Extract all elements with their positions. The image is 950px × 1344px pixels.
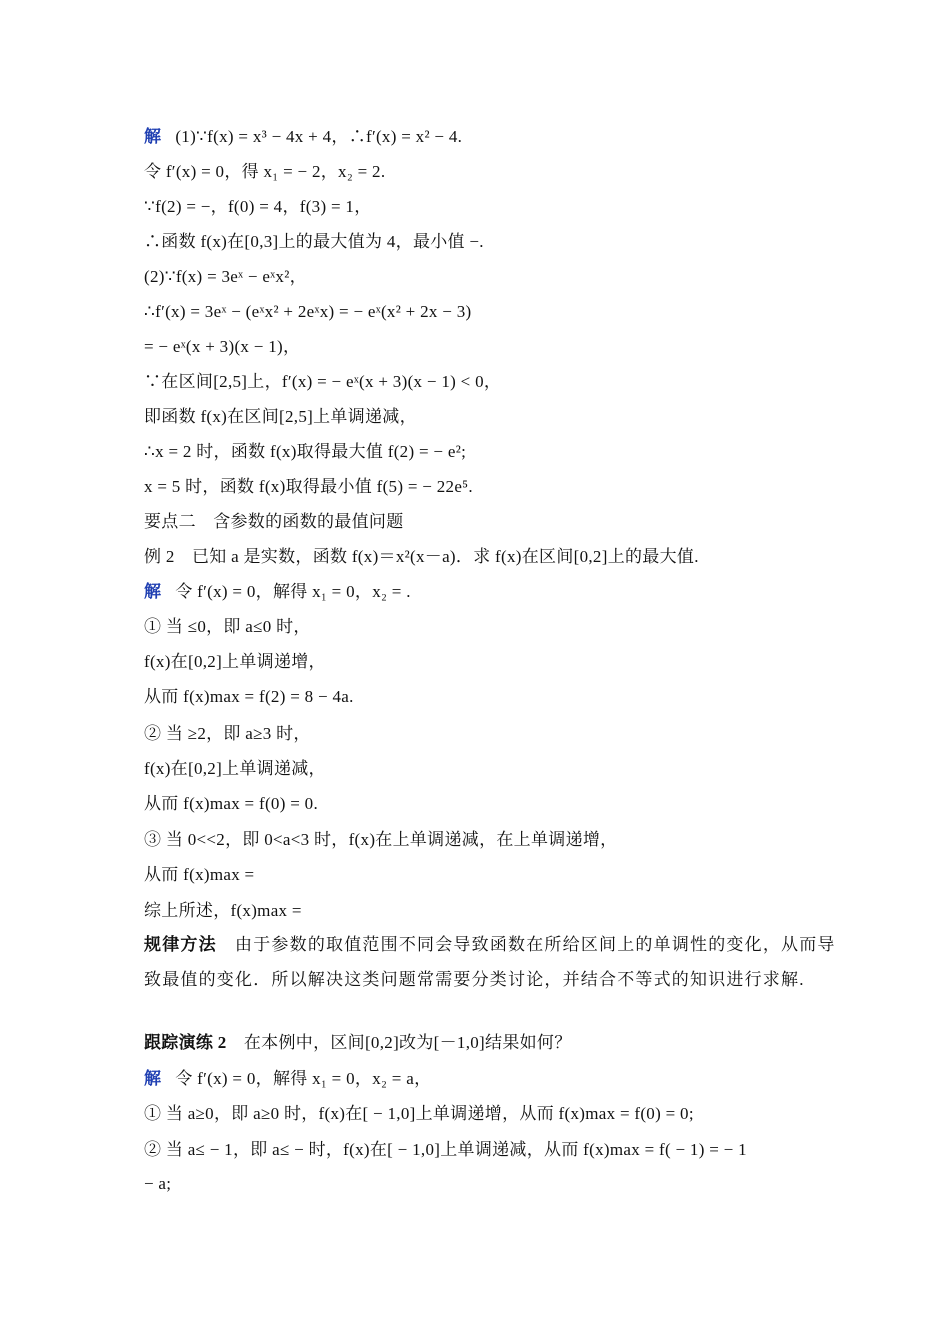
solution-label: 解 (144, 127, 162, 146)
text-line: ∵在区间[2,5]上，f′(x) = − eˣ(x + 3)(x − 1) < 0， (144, 372, 502, 391)
text-line: 从而 f(x)max = f(0) = 0. (144, 794, 319, 813)
text-line: x = 5 时，函数 f(x)取得最小值 f(5) = − 22e⁵. (144, 477, 473, 496)
text-line: ∵f(2) = −，f(0) = 4，f(3) = 1， (144, 197, 372, 216)
text-line (144, 119, 840, 154)
line-text: 令 f′(x) = 0，解得 x₁ = 0，x₂ = . (175, 582, 411, 601)
text-line: ③ 当 0<<2，即 0<a<3 时，f(x)在上单调递减，在上单调递增， (144, 830, 618, 849)
practice-text: 在本例中，区间[0,2]改为[－1,0]结果如何？ (243, 1033, 572, 1052)
text-line: ∴f′(x) = 3eˣ − (eˣx² + 2eˣx) = − eˣ(x² + 2x − 3) (144, 302, 472, 321)
text-line: 综上所述，f(x)max = (144, 901, 302, 920)
line-text: 令 f′(x) = 0，解得 x₁ = 0，x₂ = a， (175, 1069, 432, 1088)
text-line (144, 574, 840, 609)
text-line: 从而 f(x)max = f(2) = 8 − 4a. (144, 687, 354, 706)
text-line: ② 当 ≥2，即 a≥3 时， (144, 724, 311, 743)
text-line: 从而 f(x)max = (144, 865, 255, 884)
text-line: ② 当 a≤ − 1，即 a≤ − 时，f(x)在[ − 1,0]上单调递减，从而 f(x)max = f( − 1) = − 1 (144, 1140, 747, 1159)
text-line (144, 1061, 840, 1096)
practice-line (144, 1025, 840, 1060)
method-title: 规律方法 (144, 935, 217, 954)
example-statement: 例 2 已知 a 是实数，函数 f(x)＝x²(x－a)．求 f(x)在区间[0,2]上的最大值. (144, 547, 699, 566)
text-line: ∴x = 2 时，函数 f(x)取得最大值 f(2) = − e²; (144, 442, 467, 461)
solution-label: 解 (144, 582, 162, 601)
line-text: (1)∵f(x) = x³ − 4x + 4，∴f′(x) = x² − 4. (175, 127, 463, 146)
text-line: − a; (144, 1174, 172, 1193)
text-line: = − eˣ(x + 3)(x − 1)， (144, 337, 301, 356)
text-line: 即函数 f(x)在区间[2,5]上单调递减， (144, 407, 417, 426)
method-text: 由于参数的取值范围不同会导致函数在所给区间上的单调性的变化，从而导致最值的变化．所以解决这类问题常需要分类讨论，并结合不等式的知识进行求解. (144, 935, 836, 989)
practice-title: 跟踪演练 2 (144, 1033, 227, 1052)
text-line: ∴函数 f(x)在[0,3]上的最大值为 4，最小值 −. (144, 232, 484, 251)
solution-label: 解 (144, 1069, 162, 1088)
method-paragraph (144, 927, 840, 997)
text-line: f(x)在[0,2]上单调递增， (144, 652, 326, 671)
text-line: ① 当 a≥0，即 a≥0 时，f(x)在[ − 1,0]上单调递增，从而 f(x)max = f(0) = 0; (144, 1104, 694, 1123)
text-line: 令 f′(x) = 0，得 x₁ = − 2，x₂ = 2. (144, 162, 386, 181)
text-line: f(x)在[0,2]上单调递减， (144, 759, 326, 778)
section-heading: 要点二 含参数的函数的最值问题 (144, 512, 404, 531)
text-line: ① 当 ≤0，即 a≤0 时， (144, 617, 311, 636)
text-line: (2)∵f(x) = 3eˣ − eˣx²， (144, 267, 307, 286)
